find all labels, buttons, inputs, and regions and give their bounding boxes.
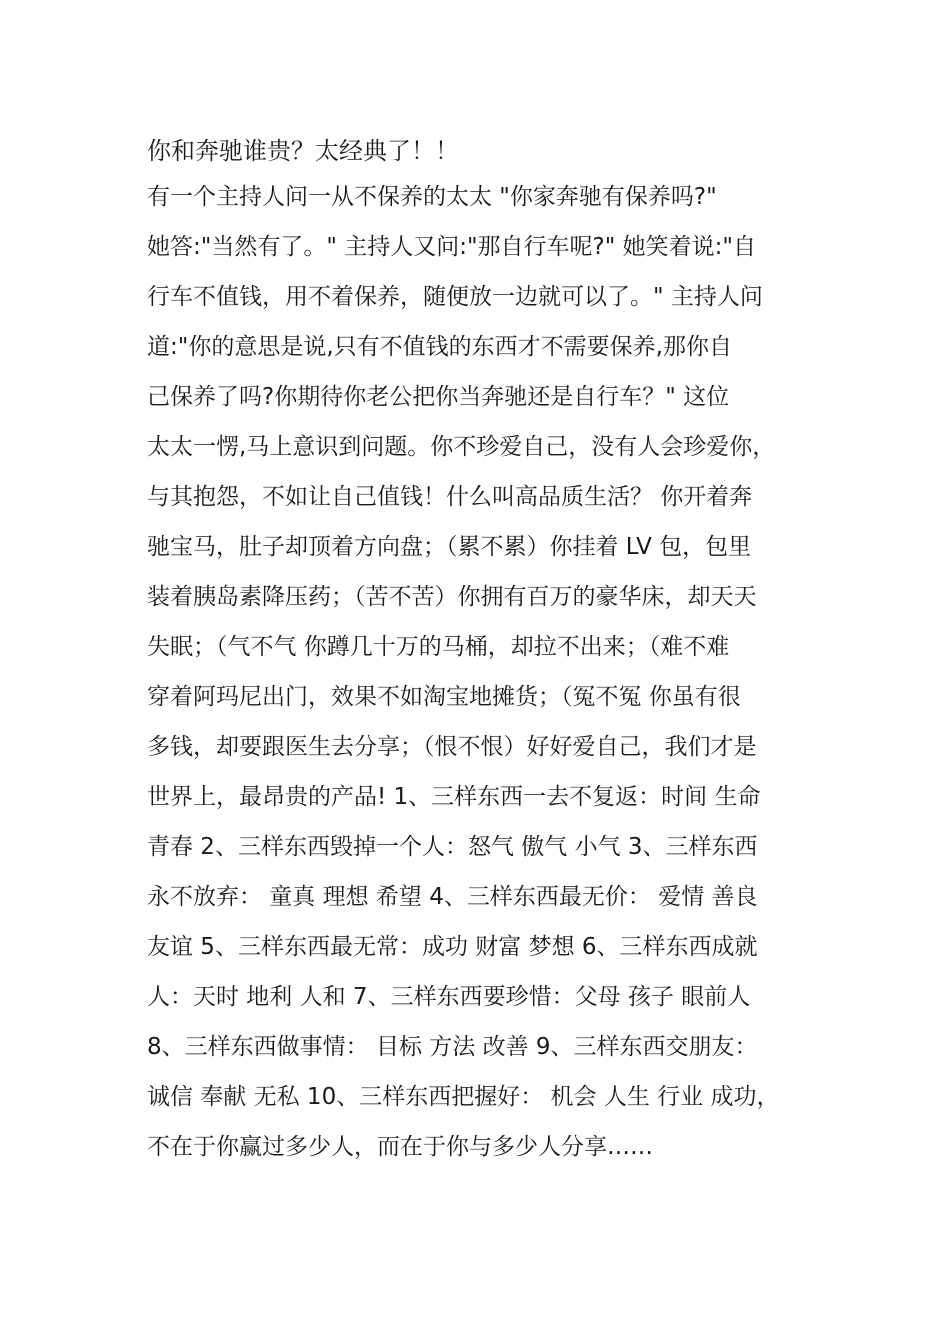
paragraph-line: 道:"你的意思是说,只有不值钱的东西才不需要保养,那你自	[147, 334, 732, 360]
paragraph-line: 己保养了吗?你期待你老公把你当奔驰还是自行车？" 这位	[147, 384, 730, 410]
paragraph-line: 世界上，最昂贵的产品! 1、三样东西一去不复返：时间 生命	[147, 784, 761, 810]
document-title: 你和奔驰谁贵？太经典了！！	[147, 137, 459, 165]
document-body	[147, 130, 817, 1172]
paragraph-line: 行车不值钱，用不着保养，随便放一边就可以了。" 主持人问	[147, 284, 763, 310]
paragraph-line: 人：天时 地利 人和 7、三样东西要珍惜：父母 孩子 眼前人	[147, 984, 751, 1010]
paragraph-line: 装着胰岛素降压药；（苦不苦）你拥有百万的豪华床，却天天	[147, 584, 757, 610]
paragraph-line: 多钱，却要跟医生去分享；（恨不恨）好好爱自己，我们才是	[147, 734, 757, 760]
paragraph-line: 友谊 5、三样东西最无常：成功 财富 梦想 6、三样东西成就	[147, 934, 758, 960]
paragraph-line: 驰宝马，肚子却顶着方向盘；（累不累）你挂着 LV 包，包里	[147, 534, 752, 560]
paragraph-line: 永不放弃： 童真 理想 希望 4、三样东西最无价： 爱情 善良	[147, 884, 758, 910]
paragraph-line: 青春 2、三样东西毁掉一个人：怒气 傲气 小气 3、三样东西	[147, 834, 758, 860]
paragraph-line: 她答:"当然有了。" 主持人又问:"那自行车呢?" 她笑着说:"自	[147, 234, 756, 260]
paragraph-line: 诚信 奉献 无私 10、三样东西把握好： 机会 人生 行业 成功，	[147, 1084, 780, 1110]
paragraph-line: 不在于你赢过多少人，而在于你与多少人分享……	[147, 1134, 653, 1160]
paragraph-line: 失眠；（气不气 你蹲几十万的马桶，却拉不出来；（难不难	[147, 634, 730, 660]
paragraph-line: 穿着阿玛尼出门，效果不如淘宝地摊货；（冤不冤 你虽有很	[147, 684, 741, 710]
paragraph-line: 与其抱怨，不如让自己值钱！什么叫高品质生活？ 你开着奔	[147, 484, 753, 510]
paragraph-line: 有一个主持人问一从不保养的太太 "你家奔驰有保养吗?"	[147, 184, 717, 210]
paragraph-line: 8、三样东西做事情： 目标 方法 改善 9、三样东西交朋友：	[147, 1034, 758, 1060]
paragraph-line: 太太一愣,马上意识到问题。你不珍爱自己，没有人会珍爱你，	[147, 434, 776, 460]
